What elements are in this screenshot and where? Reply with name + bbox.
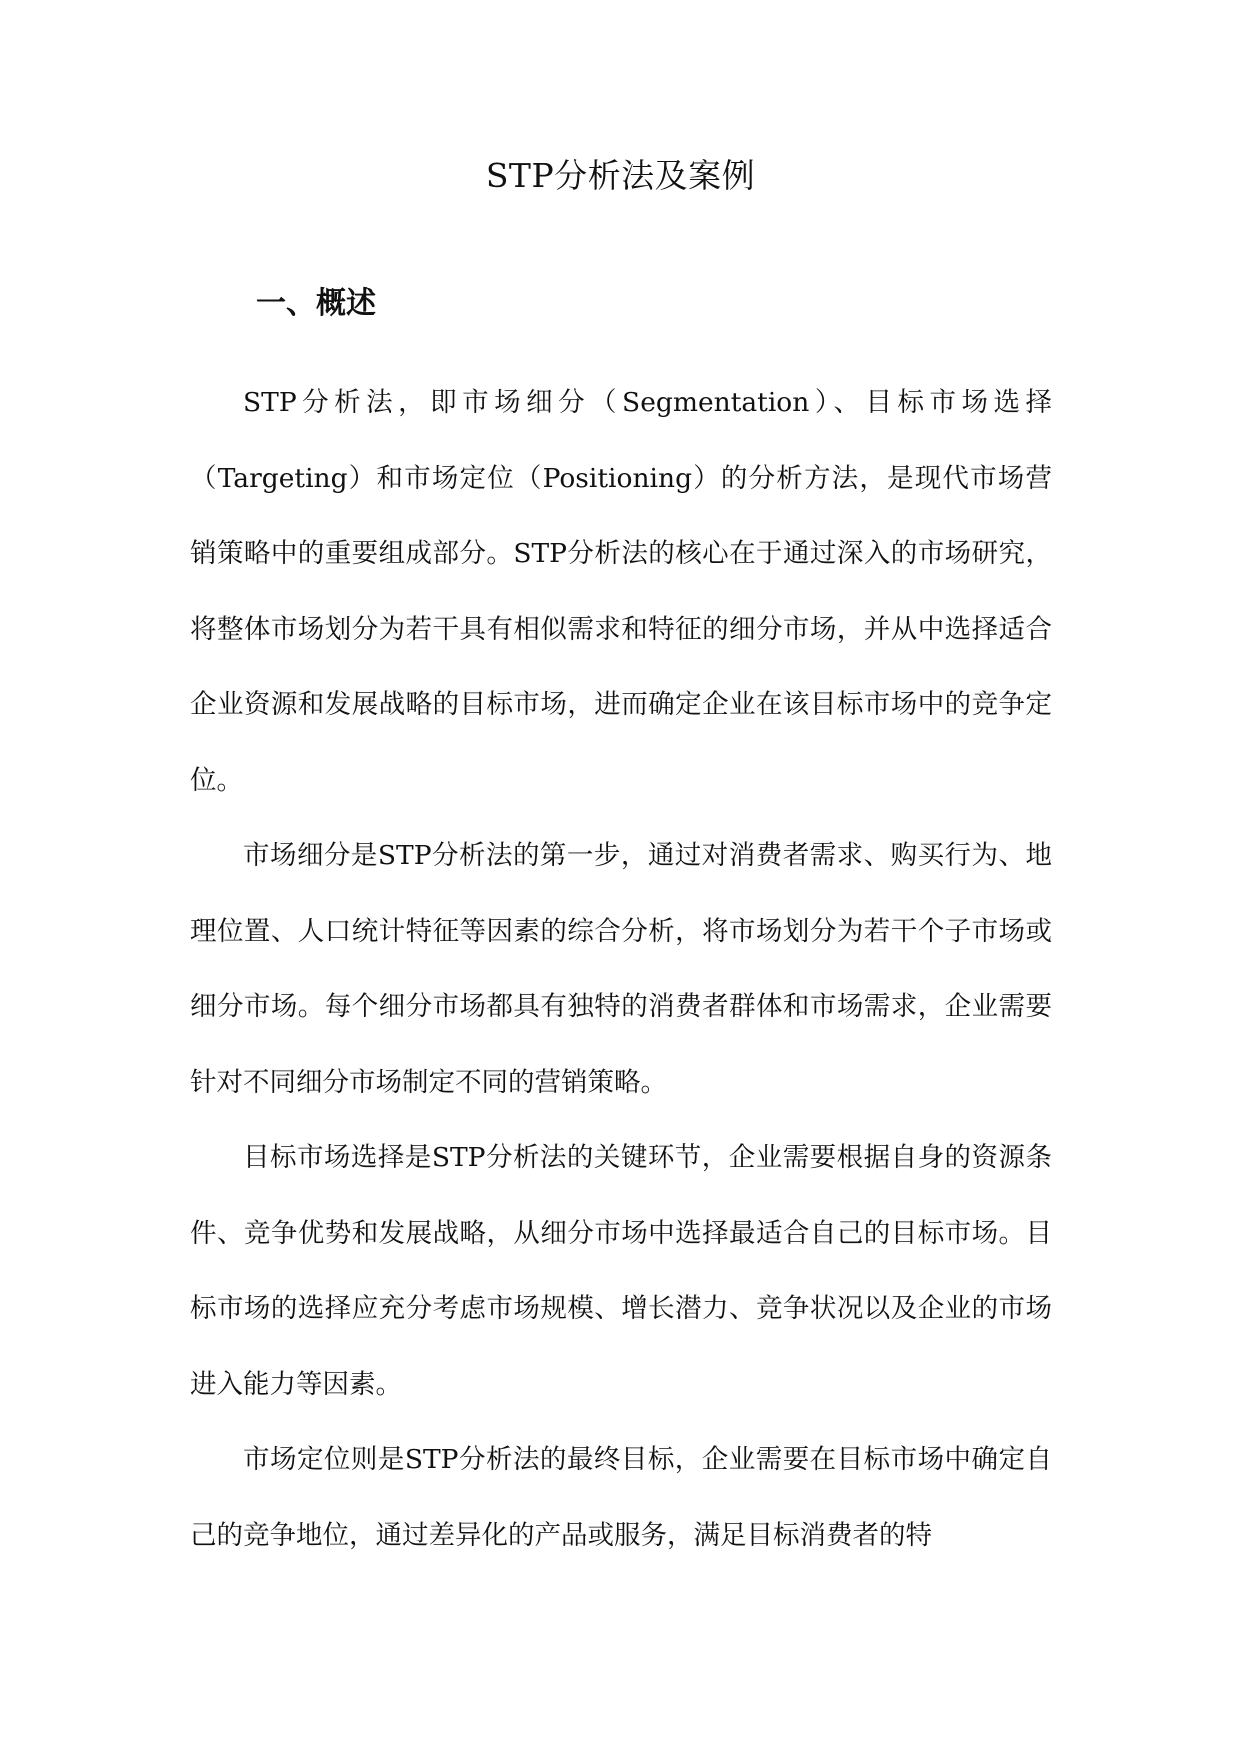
paragraph-positioning: 市场定位则是STP分析法的最终目标，企业需要在目标市场中确定自己的竞争地位，通过差异化的产品或服务，满足目标消费者的特: [190, 1444, 1052, 1551]
document-title: STP分析法及案例: [485, 156, 756, 195]
paragraph-segmentation: 市场细分是STP分析法的第一步，通过对消费者需求、购买行为、地理位置、人口统计特征等因素的综合分析，将市场划分为若干个子市场或细分市场。每个细分市场都具有独特的消费者群体和市场需求，企业需要针对不同细分市场制定不同的营销策略。: [190, 840, 1052, 1098]
section-body: [190, 365, 1052, 1573]
section-heading: 一、概述: [256, 286, 376, 321]
paragraph-targeting: 目标市场选择是STP分析法的关键环节，企业需要根据自身的资源条件、竞争优势和发展战略，从细分市场中选择最适合自己的目标市场。目标市场的选择应充分考虑市场规模、增长潜力、竞争状况以及企业的市场进入能力等因素。: [190, 1142, 1052, 1400]
paragraph-overview: STP分析法，即市场细分（Segmentation）、目标市场选择（Targeting）和市场定位（Positioning）的分析方法，是现代市场营销策略中的重要组成部分。STP分析法的核心在于通过深入的市场研究，将整体市场划分为若干具有相似需求和特征的细分市场，并从中选择适合企业资源和发展战略的目标市场，进而确定企业在该目标市场中的竞争定位。: [190, 387, 1052, 796]
